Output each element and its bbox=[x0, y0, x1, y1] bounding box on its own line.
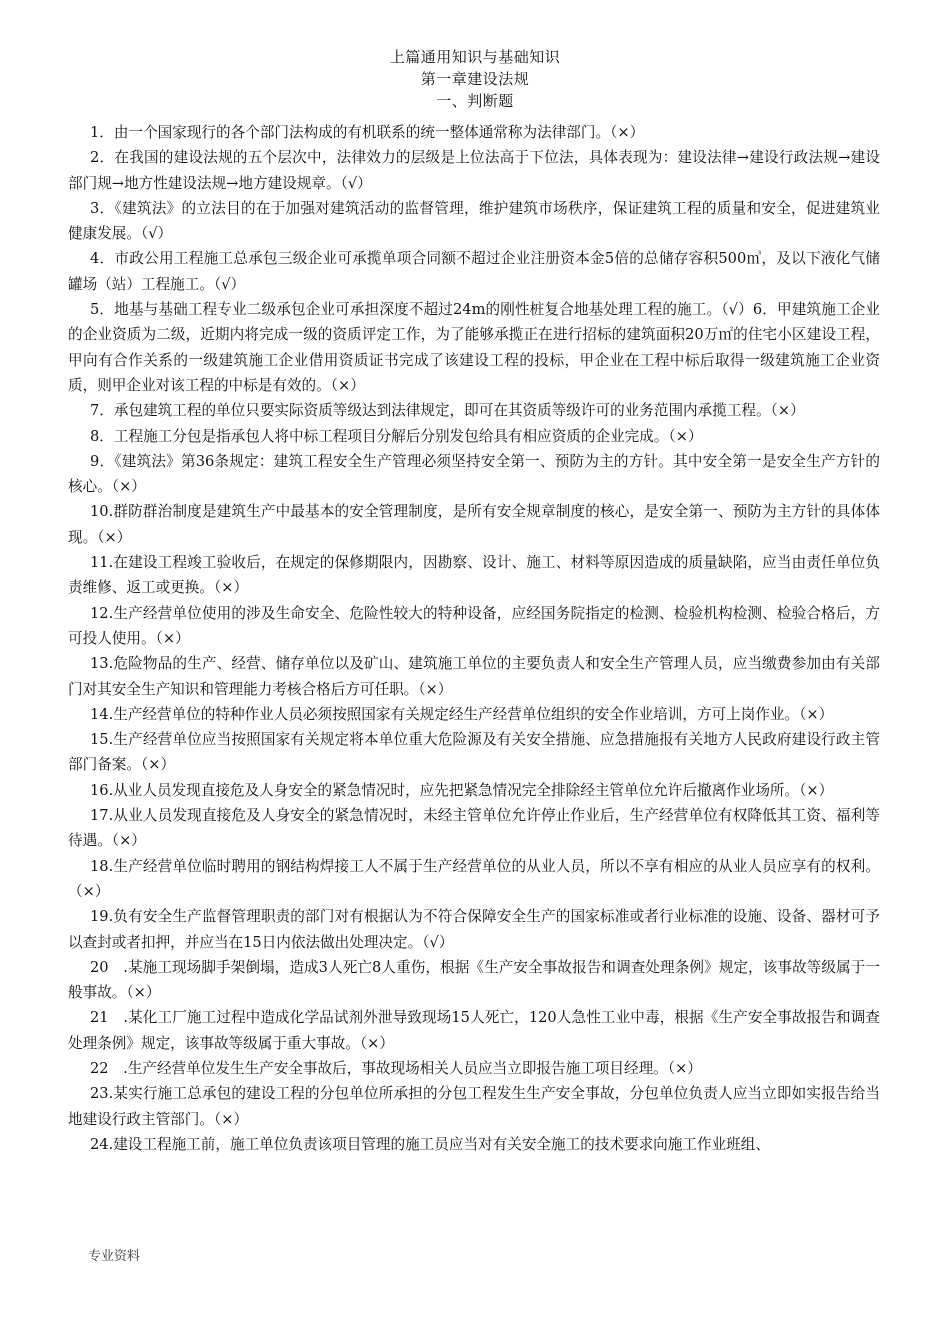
question-item: 22 .生产经营单位发生生产安全事故后，事故现场相关人员应当立即报告施工项目经理。（×） bbox=[90, 1059, 702, 1077]
chapter-title: 第一章建设法规 bbox=[420, 70, 530, 88]
question-item: 20 .某施工现场脚手架倒塌，造成3人死亡8人重伤，根据《生产安全事故报告和调查处理条例》规定，该事故等级属于一般事故。（×） bbox=[68, 958, 880, 1002]
question-item: 21 .某化工厂施工过程中造成化学品试剂外泄导致现场15人死亡，120人急性工业中毒，根据《生产安全事故报告和调查处理条例》规定，该事故等级属于重大事故。（×） bbox=[68, 1009, 880, 1052]
question-item: 11.在建设工程竣工验收后，在规定的保修期限内，因勘察、设计、施工、材料等原因造成的质量缺陷，应当由责任单位负责维修、返工或更换。（×） bbox=[68, 554, 880, 597]
question-item: 8．工程施工分包是指承包人将中标工程项目分解后分别发包给具有相应资质的企业完成。（×） bbox=[90, 427, 703, 445]
question-item: 19.负有安全生产监督管理职责的部门对有根据认为不符合保障安全生产的国家标准或者行业标准的设施、设备、器材可予以查封或者扣押，并应当在15日内依法做出处理决定。（√） bbox=[68, 908, 880, 951]
question-item: 18.生产经营单位临时聘用的钢结构焊接工人不属于生产经营单位的从业人员，所以不享有相应的从业人员应享有的权利。（×） bbox=[68, 857, 880, 900]
question-item: 17.从业人员发现直接危及人身安全的紧急情况时，未经主管单位允许停止作业后，生产经营单位有权降低其工资、福利等待遇。（×） bbox=[68, 807, 880, 850]
question-item: 3．《建筑法》的立法目的在于加强对建筑活动的监督管理，维护建筑市场秩序，保证建筑工程的质量和安全，促进建筑业健康发展。（√） bbox=[68, 199, 880, 243]
question-item: 9．《建筑法》第36条规定：建筑工程安全生产管理必须坚持安全第一、预防为主的方针。其中安全第一是安全生产方针的核心。（×） bbox=[68, 452, 880, 496]
question-item: 2．在我国的建设法规的五个层次中，法律效力的层级是上位法高于下位法，具体表现为：建设法律→建设行政法规→建设部门规→地方性建设法规→地方建设规章。（√） bbox=[68, 149, 880, 192]
question-item: 14.生产经营单位的特种作业人员必须按照国家有关规定经生产经营单位组织的安全作业培训，方可上岗作业。（×） bbox=[90, 705, 834, 723]
question-item: 16.从业人员发现直接危及人身安全的紧急情况时，应先把紧急情况完全排除经主管单位允许后撤离作业场所。（×） bbox=[90, 781, 834, 799]
page-footer: 专业资料 bbox=[88, 1249, 141, 1264]
section-title: 一、判断题 bbox=[436, 92, 514, 110]
document-headings bbox=[0, 46, 950, 112]
question-list bbox=[68, 120, 880, 1157]
question-item: 13.危险物品的生产、经营、储存单位以及矿山、建筑施工单位的主要负责人和安全生产管理人员，应当缴费参加由有关部门对其安全生产知识和管理能力考核合格后方可任职。（×） bbox=[68, 655, 880, 698]
document-title: 上篇通用知识与基础知识 bbox=[389, 48, 561, 66]
question-item: 4．市政公用工程施工总承包三级企业可承揽单项合同额不超过企业注册资本金5倍的总储存容积500㎥，及以下液化气储罐场（站）工程施工。（√） bbox=[68, 250, 880, 293]
question-item: 1．由一个国家现行的各个部门法构成的有机联系的统一整体通常称为法律部门。（×） bbox=[90, 124, 645, 141]
question-item: 15.生产经营单位应当按照国家有关规定将本单位重大危险源及有关安全措施、应急措施报有关地方人民政府建设行政主管部门备案。（×） bbox=[68, 731, 880, 774]
question-item: 12.生产经营单位使用的涉及生命安全、危险性较大的特种设备，应经国务院指定的检测、检验机构检测、检验合格后，方可投人使用。（×） bbox=[68, 604, 880, 647]
question-item: 23.某实行施工总承包的建设工程的分包单位所承担的分包工程发生生产安全事故，分包单位负责人应当立即如实报告给当地建设行政主管部门。（×） bbox=[68, 1085, 880, 1128]
question-item: 5．地基与基础工程专业二级承包企业可承担深度不超过24m的刚性桩复合地基处理工程的施工。（√）6．甲建筑施工企业的企业资质为二级，近期内将完成一级的资质评定工作，为了能够承揽正在进行招标的建筑面积20万㎡的住宅小区建设工程，甲向有合作关系的一级建筑施工企业借用资质证书完成了该建设工程的投标，甲企业在工程中标后取得一级建筑施工企业资质，则甲企业对该工程的中标是有效的。（×） bbox=[68, 301, 880, 394]
question-item: 7．承包建筑工程的单位只要实际资质等级达到法律规定，即可在其资质等级许可的业务范围内承揽工程。（×） bbox=[90, 402, 805, 420]
question-item: 24.建设工程施工前，施工单位负责该项目管理的施工员应当对有关安全施工的技术要求向施工作业班组、 bbox=[90, 1135, 770, 1153]
question-item: 10.群防群治制度是建筑生产中最基本的安全管理制度，是所有安全规章制度的核心，是安全第一、预防为主方针的具体体现。（×） bbox=[68, 503, 880, 546]
